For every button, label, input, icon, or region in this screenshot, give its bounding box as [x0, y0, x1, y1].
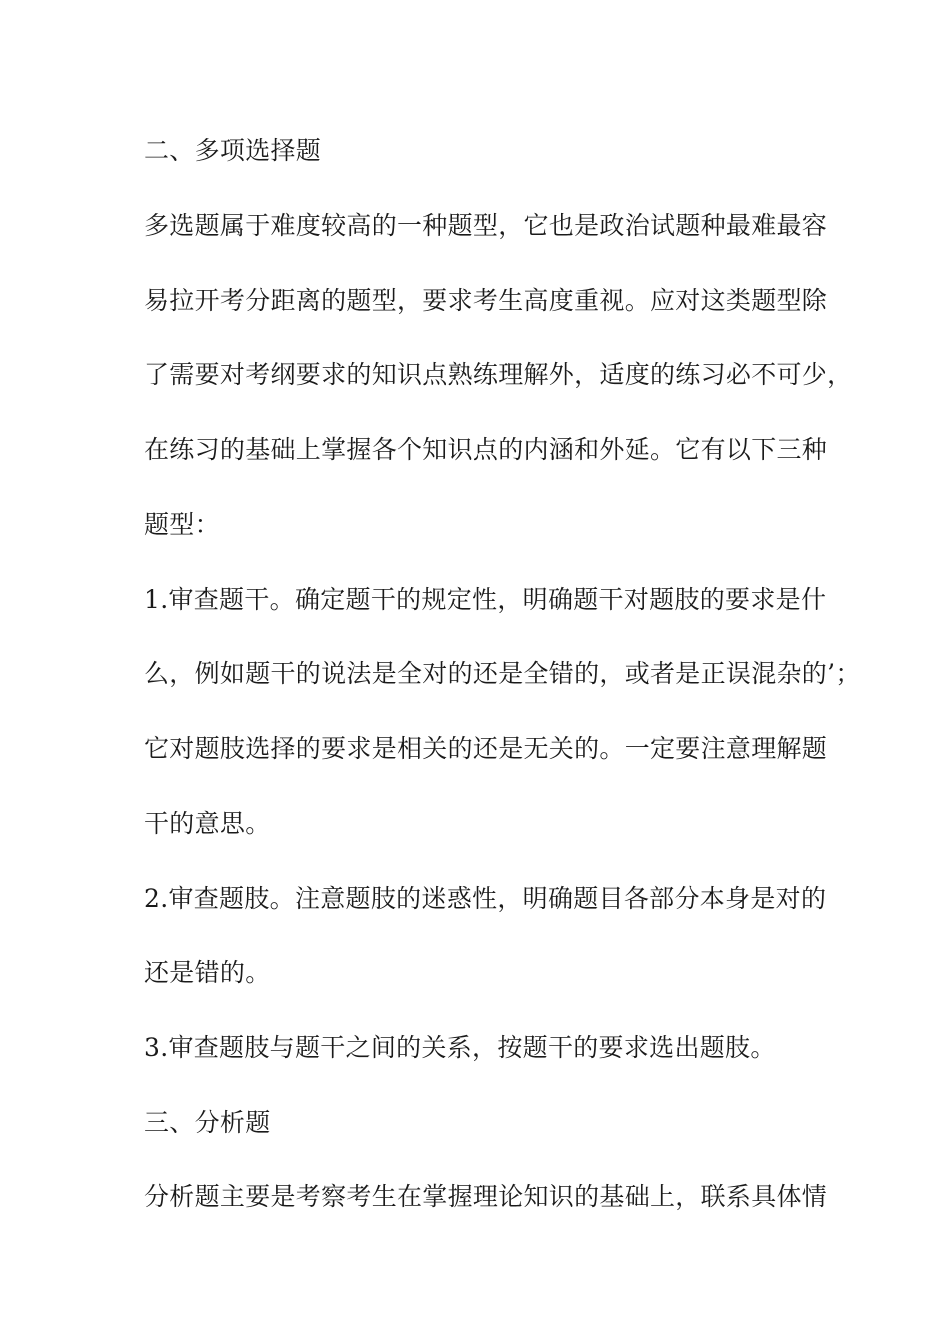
- list-item-2-line: 还是错的。: [144, 958, 271, 987]
- section-heading-multiple-choice: 二、多项选择题: [144, 136, 322, 165]
- list-item-1-line: 1.审查题干。确定题干的规定性，明确题干对题肢的要求是什: [144, 585, 827, 614]
- list-item-1-line: 它对题肢选择的要求是相关的还是无关的。一定要注意理解题: [144, 734, 828, 763]
- list-item-1-line: 么，例如题干的说法是全对的还是全错的，或者是正误混杂的’；: [144, 659, 861, 688]
- paragraph-line: 分析题主要是考察考生在掌握理论知识的基础上，联系具体情: [144, 1182, 828, 1211]
- list-item-1-line: 干的意思。: [144, 809, 271, 838]
- list-item-2-line: 2.审查题肢。注意题肢的迷惑性，明确题目各部分本身是对的: [144, 884, 827, 913]
- list-item-3-line: 3.审查题肢与题干之间的关系，按题干的要求选出题肢。: [144, 1033, 776, 1062]
- paragraph-line: 在练习的基础上掌握各个知识点的内涵和外延。它有以下三种: [144, 435, 828, 464]
- section-heading-analysis: 三、分析题: [144, 1108, 271, 1137]
- paragraph-line: 易拉开考分距离的题型，要求考生高度重视。应对这类题型除: [144, 286, 828, 315]
- paragraph-line: 了需要对考纲要求的知识点熟练理解外，适度的练习必不可少，: [144, 360, 853, 389]
- paragraph-line: 多选题属于难度较高的一种题型，它也是政治试题种最难最容: [144, 211, 828, 240]
- paragraph-line: 题型：: [144, 510, 220, 539]
